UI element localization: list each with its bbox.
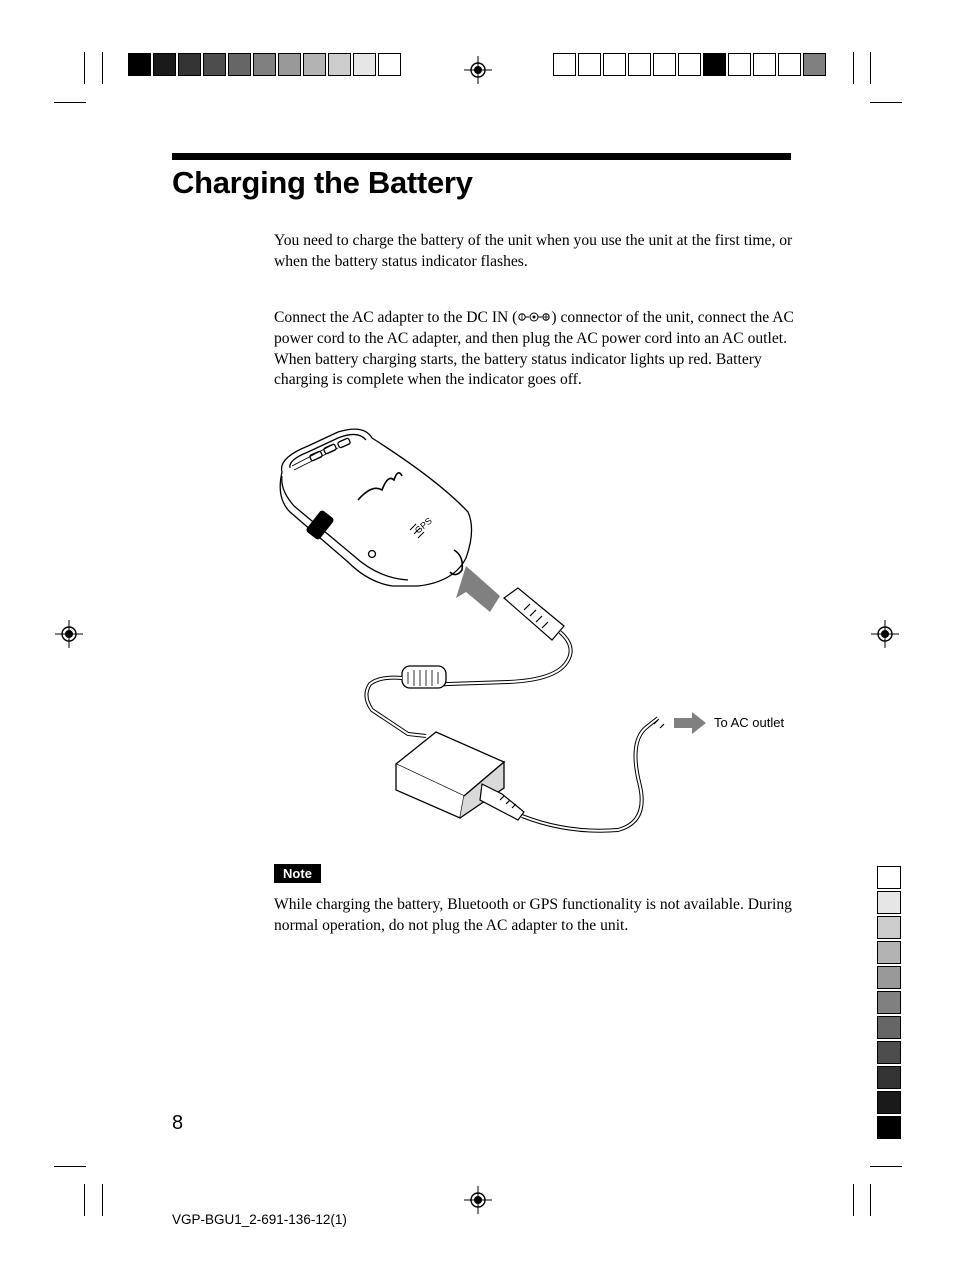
color-swatch — [803, 53, 826, 76]
color-swatch — [378, 53, 401, 76]
color-swatch — [578, 53, 601, 76]
color-swatch — [178, 53, 201, 76]
note-badge: Note — [274, 864, 321, 883]
intro-paragraph: You need to charge the battery of the unit when you use the unit at the first time, or when the battery status indicator flashes. — [274, 232, 793, 270]
connect-text-start: Connect the AC adapter to the DC IN ( — [274, 309, 518, 326]
color-swatch — [877, 1041, 901, 1064]
color-swatch — [278, 53, 301, 76]
color-swatch — [628, 53, 651, 76]
color-swatch — [753, 53, 776, 76]
color-swatch — [778, 53, 801, 76]
color-swatch — [603, 53, 626, 76]
title-rule — [172, 153, 791, 160]
color-swatch — [877, 1066, 901, 1089]
registration-mark-icon — [464, 1186, 492, 1214]
registration-mark-icon — [464, 56, 492, 84]
dc-in-icon — [517, 311, 551, 323]
color-swatch — [128, 53, 151, 76]
color-swatch — [703, 53, 726, 76]
color-swatch — [678, 53, 701, 76]
color-swatch — [328, 53, 351, 76]
color-swatch — [877, 966, 901, 989]
charging-illustration — [268, 420, 718, 840]
page-title: Charging the Battery — [172, 165, 473, 200]
color-swatch — [153, 53, 176, 76]
connect-text-end: ) connector of the unit, connect the AC power cord to the AC adapter, and then plug the AC power cord into an AC outlet. When battery charging starts, the battery status indicator lights up red. Battery charging is complete when the indicator goes off. — [274, 309, 794, 389]
color-swatch — [877, 916, 901, 939]
color-swatch — [877, 941, 901, 964]
color-swatch — [728, 53, 751, 76]
connect-paragraph — [274, 308, 794, 391]
color-swatch — [877, 891, 901, 914]
outlet-arrow-icon — [674, 712, 706, 734]
color-swatch — [877, 866, 901, 889]
color-swatch — [203, 53, 226, 76]
color-swatch — [877, 991, 901, 1014]
color-swatch — [303, 53, 326, 76]
registration-mark-icon — [871, 620, 899, 648]
ac-outlet-label: To AC outlet — [714, 715, 785, 730]
dc-plug — [504, 588, 564, 640]
note-text: While charging the battery, Bluetooth or GPS functionality is not available. During normal operation, do not plug the AC adapter to the unit. — [274, 896, 792, 934]
color-swatch — [553, 53, 576, 76]
color-bar-top-left — [128, 53, 403, 76]
color-swatch — [877, 1116, 901, 1139]
page-number: 8 — [172, 1112, 184, 1134]
document-code: VGP-BGU1_2-691-136-12(1) — [172, 1212, 347, 1227]
ferrite-core — [402, 666, 446, 688]
color-swatch — [877, 1016, 901, 1039]
gps-label: GPS — [412, 515, 434, 536]
gps-unit — [280, 429, 471, 586]
color-swatch — [228, 53, 251, 76]
registration-mark-icon — [55, 620, 83, 648]
color-bar-side — [877, 866, 902, 1141]
color-bar-top-right — [553, 53, 828, 76]
color-swatch — [877, 1091, 901, 1114]
color-swatch — [253, 53, 276, 76]
insert-arrow-icon — [456, 566, 500, 612]
color-swatch — [653, 53, 676, 76]
ac-adapter — [396, 732, 504, 818]
color-swatch — [353, 53, 376, 76]
